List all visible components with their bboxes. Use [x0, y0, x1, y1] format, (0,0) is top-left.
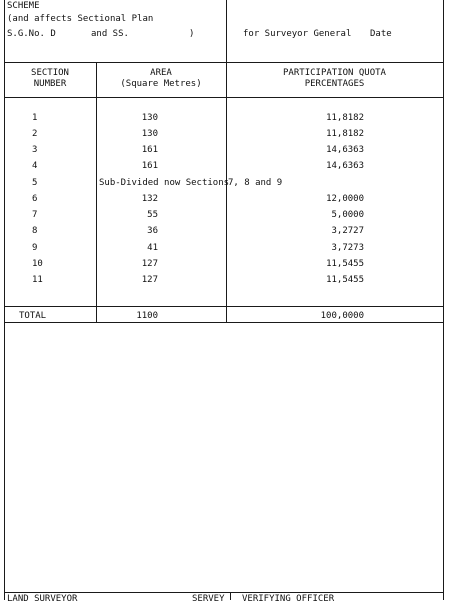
area-cell: 161 — [141, 161, 158, 171]
quota-cell: 11,5455 — [326, 259, 364, 269]
section-cell: 8 — [32, 226, 38, 236]
section-cell: 9 — [32, 243, 38, 253]
section-cell: 4 — [32, 161, 38, 171]
quota-cell: 3,2727 — [331, 226, 364, 236]
quota-cell: 5,0000 — [331, 210, 364, 220]
subdivided-note: Sub-Divided now Sections — [99, 178, 230, 188]
date-label: Date — [370, 29, 392, 39]
subdivided-sections: 7, 8 and 9 — [228, 178, 283, 188]
area-cell: 127 — [141, 275, 158, 285]
header-bottom-rule — [4, 62, 444, 63]
area-cell: 132 — [141, 194, 158, 204]
footer-right-label: VERIFYING OFFICER — [242, 594, 335, 604]
area-cell: 55 — [147, 210, 158, 220]
total-label: TOTAL — [19, 311, 47, 321]
area-header-line1: AREA — [150, 68, 172, 78]
section-cell: 11 — [32, 275, 43, 285]
section-cell: 6 — [32, 194, 38, 204]
frame-divider-main — [226, 0, 227, 62]
quota-header — [226, 68, 443, 90]
area-header — [96, 68, 226, 90]
scheme-label: SCHEME — [7, 1, 40, 11]
quota-cell: 14,6363 — [326, 161, 364, 171]
section-cell: 1 — [32, 113, 38, 123]
footer-middle-label: SERVEY — [192, 594, 225, 604]
area-cell: 130 — [141, 129, 158, 139]
total-top-rule — [4, 306, 444, 307]
quota-cell: 3,7273 — [331, 243, 364, 253]
area-cell: 41 — [147, 243, 158, 253]
area-cell: 36 — [147, 226, 158, 236]
area-header-line2: (Square Metres) — [120, 79, 202, 89]
quota-cell: 11,8182 — [326, 129, 364, 139]
col-divider-2 — [226, 62, 227, 322]
area-cell: 130 — [141, 113, 158, 123]
frame-right — [443, 0, 444, 600]
surveyor-general-label: for Surveyor General — [243, 29, 352, 39]
closing-paren: ) — [189, 29, 195, 39]
section-cell: 3 — [32, 145, 38, 155]
section-cell: 2 — [32, 129, 38, 139]
col-divider-1 — [96, 62, 97, 322]
table-header-rule — [4, 97, 444, 98]
footer-top-rule — [4, 592, 444, 593]
area-cell: 161 — [141, 145, 158, 155]
sectional-plan-label: (and affects Sectional Plan — [7, 14, 154, 24]
total-area: 1100 — [136, 311, 158, 321]
section-number-header — [4, 68, 96, 90]
area-cell: 127 — [141, 259, 158, 269]
total-bottom-rule — [4, 322, 444, 323]
footer-left-label: LAND SURVEYOR — [7, 594, 78, 604]
quota-cell: 12,0000 — [326, 194, 364, 204]
footer-divider — [230, 592, 231, 600]
section-cell: 7 — [32, 210, 38, 220]
quota-header-line1: PARTICIPATION QUOTA — [283, 68, 386, 78]
section-number-header-line1: SECTION — [31, 68, 69, 78]
quota-cell: 14,6363 — [326, 145, 364, 155]
frame-left — [4, 0, 5, 600]
section-number-header-line2: NUMBER — [33, 79, 67, 89]
sg-number-label: S.G.No. D — [7, 29, 56, 39]
quota-cell: 11,8182 — [326, 113, 364, 123]
quota-cell: 11,5455 — [326, 275, 364, 285]
quota-header-line2: PERCENTAGES — [304, 79, 365, 89]
total-quota: 100,0000 — [320, 311, 364, 321]
section-cell: 10 — [32, 259, 43, 269]
section-cell: 5 — [32, 178, 38, 188]
ss-label: and SS. — [91, 29, 129, 39]
